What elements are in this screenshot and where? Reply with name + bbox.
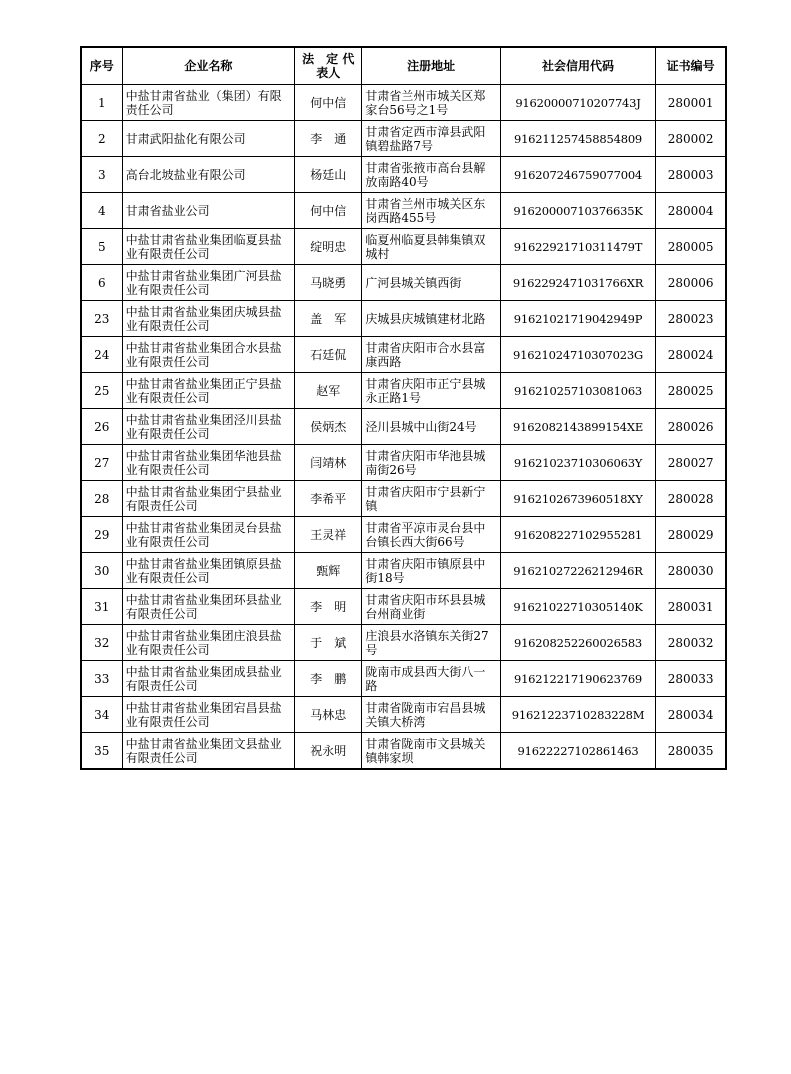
- cell-cert-no: 280027: [656, 445, 726, 481]
- cell-seq: 3: [81, 157, 122, 193]
- cell-company: 中盐甘肃省盐业集团成县盐业有限责任公司: [122, 661, 295, 697]
- cell-credit-code: 916212217190623769: [500, 661, 655, 697]
- cell-address: 庆城县庆城镇建材北路: [362, 301, 500, 337]
- cell-credit-code: 91621021719042949P: [500, 301, 655, 337]
- cell-rep: 王灵祥: [295, 517, 362, 553]
- cell-company: 甘肃省盐业公司: [122, 193, 295, 229]
- cell-address: 陇南市成县西大街八一路: [362, 661, 500, 697]
- cell-company: 中盐甘肃省盐业集团正宁县盐业有限责任公司: [122, 373, 295, 409]
- cell-cert-no: 280004: [656, 193, 726, 229]
- cell-rep: 马林忠: [295, 697, 362, 733]
- cell-address: 甘肃省庆阳市合水县富康西路: [362, 337, 500, 373]
- cell-seq: 26: [81, 409, 122, 445]
- cell-seq: 31: [81, 589, 122, 625]
- cell-cert-no: 280024: [656, 337, 726, 373]
- table-row: [81, 301, 726, 337]
- cell-address: 广河县城关镇西街: [362, 265, 500, 301]
- cell-company: 中盐甘肃省盐业集团宁县盐业有限责任公司: [122, 481, 295, 517]
- table-row: [81, 445, 726, 481]
- cell-cert-no: 280033: [656, 661, 726, 697]
- cell-company: 中盐甘肃省盐业集团泾川县盐业有限责任公司: [122, 409, 295, 445]
- table-body: [81, 85, 726, 770]
- cell-cert-no: 280031: [656, 589, 726, 625]
- table-row: [81, 553, 726, 589]
- cell-seq: 4: [81, 193, 122, 229]
- cell-seq: 30: [81, 553, 122, 589]
- cell-cert-no: 280029: [656, 517, 726, 553]
- table-row: [81, 193, 726, 229]
- cell-seq: 27: [81, 445, 122, 481]
- cell-credit-code: 91621022710305140K: [500, 589, 655, 625]
- table-row: [81, 697, 726, 733]
- header-address: 注册地址: [362, 47, 500, 85]
- cell-company: 中盐甘肃省盐业集团广河县盐业有限责任公司: [122, 265, 295, 301]
- cell-rep: 甄辉: [295, 553, 362, 589]
- cell-credit-code: 916211257458854809: [500, 121, 655, 157]
- table-row: [81, 481, 726, 517]
- table-row: [81, 157, 726, 193]
- cell-seq: 32: [81, 625, 122, 661]
- cell-address: 甘肃省兰州市城关区郑家台56号之1号: [362, 85, 500, 121]
- cell-seq: 23: [81, 301, 122, 337]
- cell-cert-no: 280002: [656, 121, 726, 157]
- cell-address: 泾川县城中山街24号: [362, 409, 500, 445]
- cell-cert-no: 280023: [656, 301, 726, 337]
- cell-rep: 何中信: [295, 85, 362, 121]
- cell-credit-code: 91621027226212946R: [500, 553, 655, 589]
- table-row: [81, 373, 726, 409]
- cell-address: 甘肃省庆阳市华池县城南街26号: [362, 445, 500, 481]
- cell-credit-code: 916208252260026583: [500, 625, 655, 661]
- cell-rep: 何中信: [295, 193, 362, 229]
- cell-address: 甘肃省张掖市高台县解放南路40号: [362, 157, 500, 193]
- cell-address: 甘肃省庆阳市宁县新宁镇: [362, 481, 500, 517]
- cell-rep: 杨廷山: [295, 157, 362, 193]
- cell-cert-no: 280026: [656, 409, 726, 445]
- table-row: [81, 625, 726, 661]
- cell-rep: 盖 军: [295, 301, 362, 337]
- cell-credit-code: 9162102673960518XY: [500, 481, 655, 517]
- cell-cert-no: 280005: [656, 229, 726, 265]
- table-row: [81, 85, 726, 121]
- cell-company: 中盐甘肃省盐业集团文县盐业有限责任公司: [122, 733, 295, 770]
- cell-company: 中盐甘肃省盐业集团镇原县盐业有限责任公司: [122, 553, 295, 589]
- cell-address: 甘肃省兰州市城关区东岗西路455号: [362, 193, 500, 229]
- header-rep: 法 定 代表人: [295, 47, 362, 85]
- header-credit-code: 社会信用代码: [500, 47, 655, 85]
- header-company: 企业名称: [122, 47, 295, 85]
- cell-credit-code: 91621223710283228M: [500, 697, 655, 733]
- cell-rep: 李 明: [295, 589, 362, 625]
- cell-address: 甘肃省定西市漳县武阳镇碧盐路7号: [362, 121, 500, 157]
- cell-seq: 35: [81, 733, 122, 770]
- cell-company: 高台北坡盐业有限公司: [122, 157, 295, 193]
- cell-cert-no: 280006: [656, 265, 726, 301]
- cell-company: 中盐甘肃省盐业集团庆城县盐业有限责任公司: [122, 301, 295, 337]
- cell-credit-code: 91621023710306063Y: [500, 445, 655, 481]
- table-row: [81, 589, 726, 625]
- cell-seq: 5: [81, 229, 122, 265]
- cell-seq: 6: [81, 265, 122, 301]
- cell-address: 临夏州临夏县韩集镇双城村: [362, 229, 500, 265]
- table-row: [81, 121, 726, 157]
- table-row: [81, 229, 726, 265]
- cell-cert-no: 280034: [656, 697, 726, 733]
- cell-seq: 28: [81, 481, 122, 517]
- cell-rep: 石廷侃: [295, 337, 362, 373]
- cell-rep: 李 通: [295, 121, 362, 157]
- cell-company: 中盐甘肃省盐业集团临夏县盐业有限责任公司: [122, 229, 295, 265]
- cell-company: 中盐甘肃省盐业集团合水县盐业有限责任公司: [122, 337, 295, 373]
- cell-seq: 33: [81, 661, 122, 697]
- cell-address: 甘肃省陇南市文县城关镇韩家坝: [362, 733, 500, 770]
- cell-cert-no: 280035: [656, 733, 726, 770]
- table-row: [81, 265, 726, 301]
- cell-credit-code: 916208227102955281: [500, 517, 655, 553]
- table-row: [81, 661, 726, 697]
- cell-rep: 李希平: [295, 481, 362, 517]
- cell-cert-no: 280003: [656, 157, 726, 193]
- cell-credit-code: 91622227102861463: [500, 733, 655, 770]
- cell-credit-code: 916207246759077004: [500, 157, 655, 193]
- cell-address: 甘肃省平凉市灵台县中台镇长西大街66号: [362, 517, 500, 553]
- table-row: [81, 733, 726, 770]
- cell-rep: 祝永明: [295, 733, 362, 770]
- cell-company: 中盐甘肃省盐业集团华池县盐业有限责任公司: [122, 445, 295, 481]
- cell-credit-code: 91620000710207743J: [500, 85, 655, 121]
- table-row: [81, 337, 726, 373]
- cell-seq: 29: [81, 517, 122, 553]
- cell-rep: 闫靖林: [295, 445, 362, 481]
- header-row: [81, 47, 726, 85]
- header-seq: 序号: [81, 47, 122, 85]
- cell-credit-code: 91621024710307023G: [500, 337, 655, 373]
- cell-address: 甘肃省庆阳市环县县城台州商业街: [362, 589, 500, 625]
- cell-credit-code: 91622921710311479T: [500, 229, 655, 265]
- cell-cert-no: 280032: [656, 625, 726, 661]
- cell-credit-code: 9162082143899154XE: [500, 409, 655, 445]
- cell-company: 中盐甘肃省盐业集团宕昌县盐业有限责任公司: [122, 697, 295, 733]
- cell-rep: 于 斌: [295, 625, 362, 661]
- cell-seq: 34: [81, 697, 122, 733]
- cell-seq: 2: [81, 121, 122, 157]
- header-cert-no: 证书编号: [656, 47, 726, 85]
- cell-cert-no: 280030: [656, 553, 726, 589]
- cell-rep: 赵军: [295, 373, 362, 409]
- cell-credit-code: 9162292471031766XR: [500, 265, 655, 301]
- cell-company: 甘肃武阳盐化有限公司: [122, 121, 295, 157]
- cell-seq: 24: [81, 337, 122, 373]
- enterprise-table: [80, 46, 727, 770]
- cell-rep: 绽明忠: [295, 229, 362, 265]
- cell-rep: 侯炳杰: [295, 409, 362, 445]
- cell-address: 甘肃省陇南市宕昌县城关镇大桥湾: [362, 697, 500, 733]
- cell-address: 庄浪县水洛镇东关街27号: [362, 625, 500, 661]
- cell-cert-no: 280025: [656, 373, 726, 409]
- cell-rep: 马晓勇: [295, 265, 362, 301]
- cell-company: 中盐甘肃省盐业集团庄浪县盐业有限责任公司: [122, 625, 295, 661]
- table-row: [81, 517, 726, 553]
- cell-credit-code: 916210257103081063: [500, 373, 655, 409]
- cell-cert-no: 280001: [656, 85, 726, 121]
- cell-address: 甘肃省庆阳市镇原县中街18号: [362, 553, 500, 589]
- cell-company: 中盐甘肃省盐业集团灵台县盐业有限责任公司: [122, 517, 295, 553]
- cell-credit-code: 91620000710376635K: [500, 193, 655, 229]
- cell-seq: 25: [81, 373, 122, 409]
- cell-address: 甘肃省庆阳市正宁县城永正路1号: [362, 373, 500, 409]
- table-row: [81, 409, 726, 445]
- cell-cert-no: 280028: [656, 481, 726, 517]
- cell-company: 中盐甘肃省盐业集团环县盐业有限责任公司: [122, 589, 295, 625]
- cell-rep: 李 鹏: [295, 661, 362, 697]
- cell-company: 中盐甘肃省盐业（集团）有限责任公司: [122, 85, 295, 121]
- cell-seq: 1: [81, 85, 122, 121]
